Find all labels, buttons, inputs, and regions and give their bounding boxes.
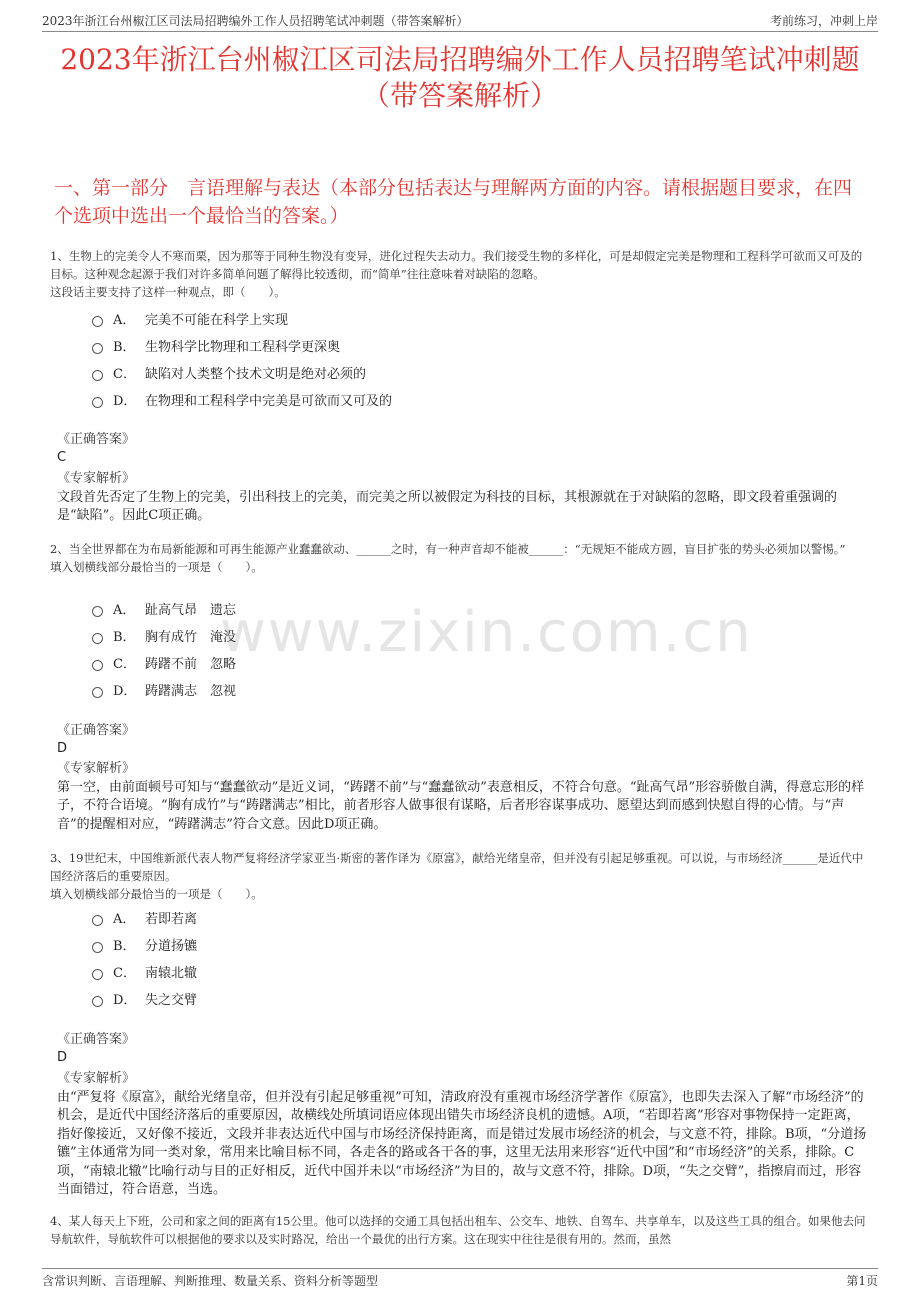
option-a[interactable]: A． 趾高气昂 遗忘 [92,595,236,622]
option-d[interactable]: D． 失之交臂 [92,985,197,1012]
question-1-analysis [57,470,868,526]
answer-label: 《正确答案》 [57,1032,136,1047]
analysis-label: 《专家解析》 [57,1071,136,1086]
radio-icon[interactable] [92,316,103,327]
footer-note: 含常识判断、言语理解、判断推理、数量关系、资料分析等题型 [42,1274,379,1288]
radio-icon[interactable] [92,660,103,671]
radio-icon[interactable] [92,687,103,698]
page-header [42,10,878,32]
radio-icon[interactable] [92,343,103,354]
answer-value: D [57,741,68,756]
question-1 [50,247,868,301]
radio-icon[interactable] [92,996,103,1007]
option-b[interactable]: B． 生物科学比物理和工程科学更深奥 [92,332,392,359]
question-3-analysis [57,1070,868,1200]
question-3-answer [57,1031,870,1067]
radio-icon[interactable] [92,606,103,617]
question-1-options [92,305,392,413]
analysis-text: 由“严复将《原富》，献给光绪皇帝，但并没有引起足够重视”可知，清政府没有重视市场经济学著作《原富》，也即失去深入了解“市场经济”的机会，是近代中国经济落后的重要原因，故横线处所填词语应体现出错失市场经济良机的遗憾。A项，“若即若离”形容对事物保持一定距离，指好像接近，又好像不接近，文段并非表达近代中国与市场经济保持距离，而是错过发展市场经济的机会，与文意不符，排除。B项，“分道扬镳”主体通常为同一类对象，常用来比喻目标不同，各走各的路或各干各的事，这里无法用来形容“近代中国”和“市场经济”的关系，排除。C项，“南辕北辙”比喻行动与目的正好相反，近代中国并未以“市场经济”为目的，故与文意不符，排除。D项，“失之交臂”，指擦肩而过，形容当面错过，符合语意，当选。 [57,1089,867,1197]
radio-icon[interactable] [92,969,103,980]
analysis-text: 文段首先否定了生物上的完美，引出科技上的完美，而完美之所以被假定为科技的目标，其根源就在于对缺陷的忽略，即文段着重强调的是“缺陷”。因此C项正确。 [57,489,838,523]
question-4 [50,1212,868,1248]
radio-icon[interactable] [92,915,103,926]
header-divider [42,31,878,32]
option-c[interactable]: C． 南辕北辙 [92,958,197,985]
option-a[interactable]: A． 完美不可能在科学上实现 [92,305,392,332]
answer-value: D [57,1050,68,1065]
page-number: 第1页 [846,1274,878,1288]
question-stem: 1、生物上的完美令人不寒而栗，因为那等于同种生物没有变异，进化过程失去动力。我们接受生物的多样化，可是却假定完美是物理和工程科学可欲而又可及的目标。这种观念起源于我们对许多简单问题了解得比较透彻，而“简单”往往意味着对缺陷的忽略。 [50,249,863,281]
option-c[interactable]: C． 缺陷对人类整个技术文明是绝对必须的 [92,359,392,386]
analysis-label: 《专家解析》 [57,471,136,486]
footer-divider [42,1268,878,1269]
question-2 [50,540,868,576]
question-1-answer [57,431,870,467]
radio-icon[interactable] [92,370,103,381]
radio-icon[interactable] [92,942,103,953]
question-prompt: 这段话主要支持了这样一种观点，即（ ）。 [50,285,286,299]
answer-label: 《正确答案》 [57,723,136,738]
option-d[interactable]: D． 在物理和工程科学中完美是可欲而又可及的 [92,386,392,413]
watermark: www.zixin.com.cn [220,600,753,665]
analysis-text: 第一空，由前面顿号可知与“蠢蠢欲动”是近义词，“踌躇不前”与“蠢蠢欲动”表意相反，不符合句意。“趾高气昂”形容骄傲自满，得意忘形的样子，不符合语境。“胸有成竹”与“踌躇满志”相比，前者形容人做事很有谋略，后者形容谋事成功、愿望达到而感到快慰自得的心情。与“声音”的提醒相对应，“踌躇满志”符合文意。因此D项正确。 [57,779,865,832]
question-prompt: 填入划横线部分最恰当的一项是（ ）。 [50,887,263,901]
question-3 [50,849,868,903]
header-slogan: 考前练习，冲刺上岸 [769,14,878,28]
section-heading: 一、第一部分 言语理解与表达（本部分包括表达与理解两方面的内容。请根据题目要求，在四个选项中选出一个最恰当的答案。） [54,177,853,227]
question-3-options [92,904,197,1012]
option-d[interactable]: D． 踌躇满志 忽视 [92,676,236,703]
radio-icon[interactable] [92,397,103,408]
option-b[interactable]: B． 分道扬镳 [92,931,197,958]
question-stem: 4、某人每天上下班，公司和家之间的距离有15公里。他可以选择的交通工具包括出租车、公交车、地铁、自驾车、共享单车，以及这些工具的组合。如果他去问导航软件，导航软件可以根据他的要求以及实时路况，给出一个最优的出行方案。这在现实中往往是很有用的。然而，虽然 [50,1214,866,1246]
analysis-label: 《专家解析》 [57,761,136,776]
answer-value: C [57,450,67,465]
question-2-answer [57,722,870,758]
option-c[interactable]: C． 踌躇不前 忽略 [92,649,236,676]
question-prompt: 填入划横线部分最恰当的一项是（ ）。 [50,560,263,574]
radio-icon[interactable] [92,633,103,644]
header-doc-title: 2023年浙江台州椒江区司法局招聘编外工作人员招聘笔试冲刺题（带答案解析） [42,14,469,28]
option-b[interactable]: B． 胸有成竹 淹没 [92,622,236,649]
answer-label: 《正确答案》 [57,432,136,447]
option-a[interactable]: A． 若即若离 [92,904,197,931]
question-2-options [92,595,236,703]
question-stem: 2、当全世界都在为布局新能源和可再生能源产业蠢蠢欲动、______之时，有一种声音却不能被______：“无规矩不能成方圆，盲目扩张的势头必须加以警惕。” [50,542,846,556]
question-stem: 3、19世纪末，中国维新派代表人物严复将经济学家亚当·斯密的著作译为《原富》，献给光绪皇帝，但并没有引起足够重视。可以说，与市场经济______是近代中国经济落后的重要原因。 [50,851,864,883]
page-title: 2023年浙江台州椒江区司法局招聘编外工作人员招聘笔试冲刺题（带答案解析） [60,43,860,112]
question-2-analysis [57,760,868,834]
